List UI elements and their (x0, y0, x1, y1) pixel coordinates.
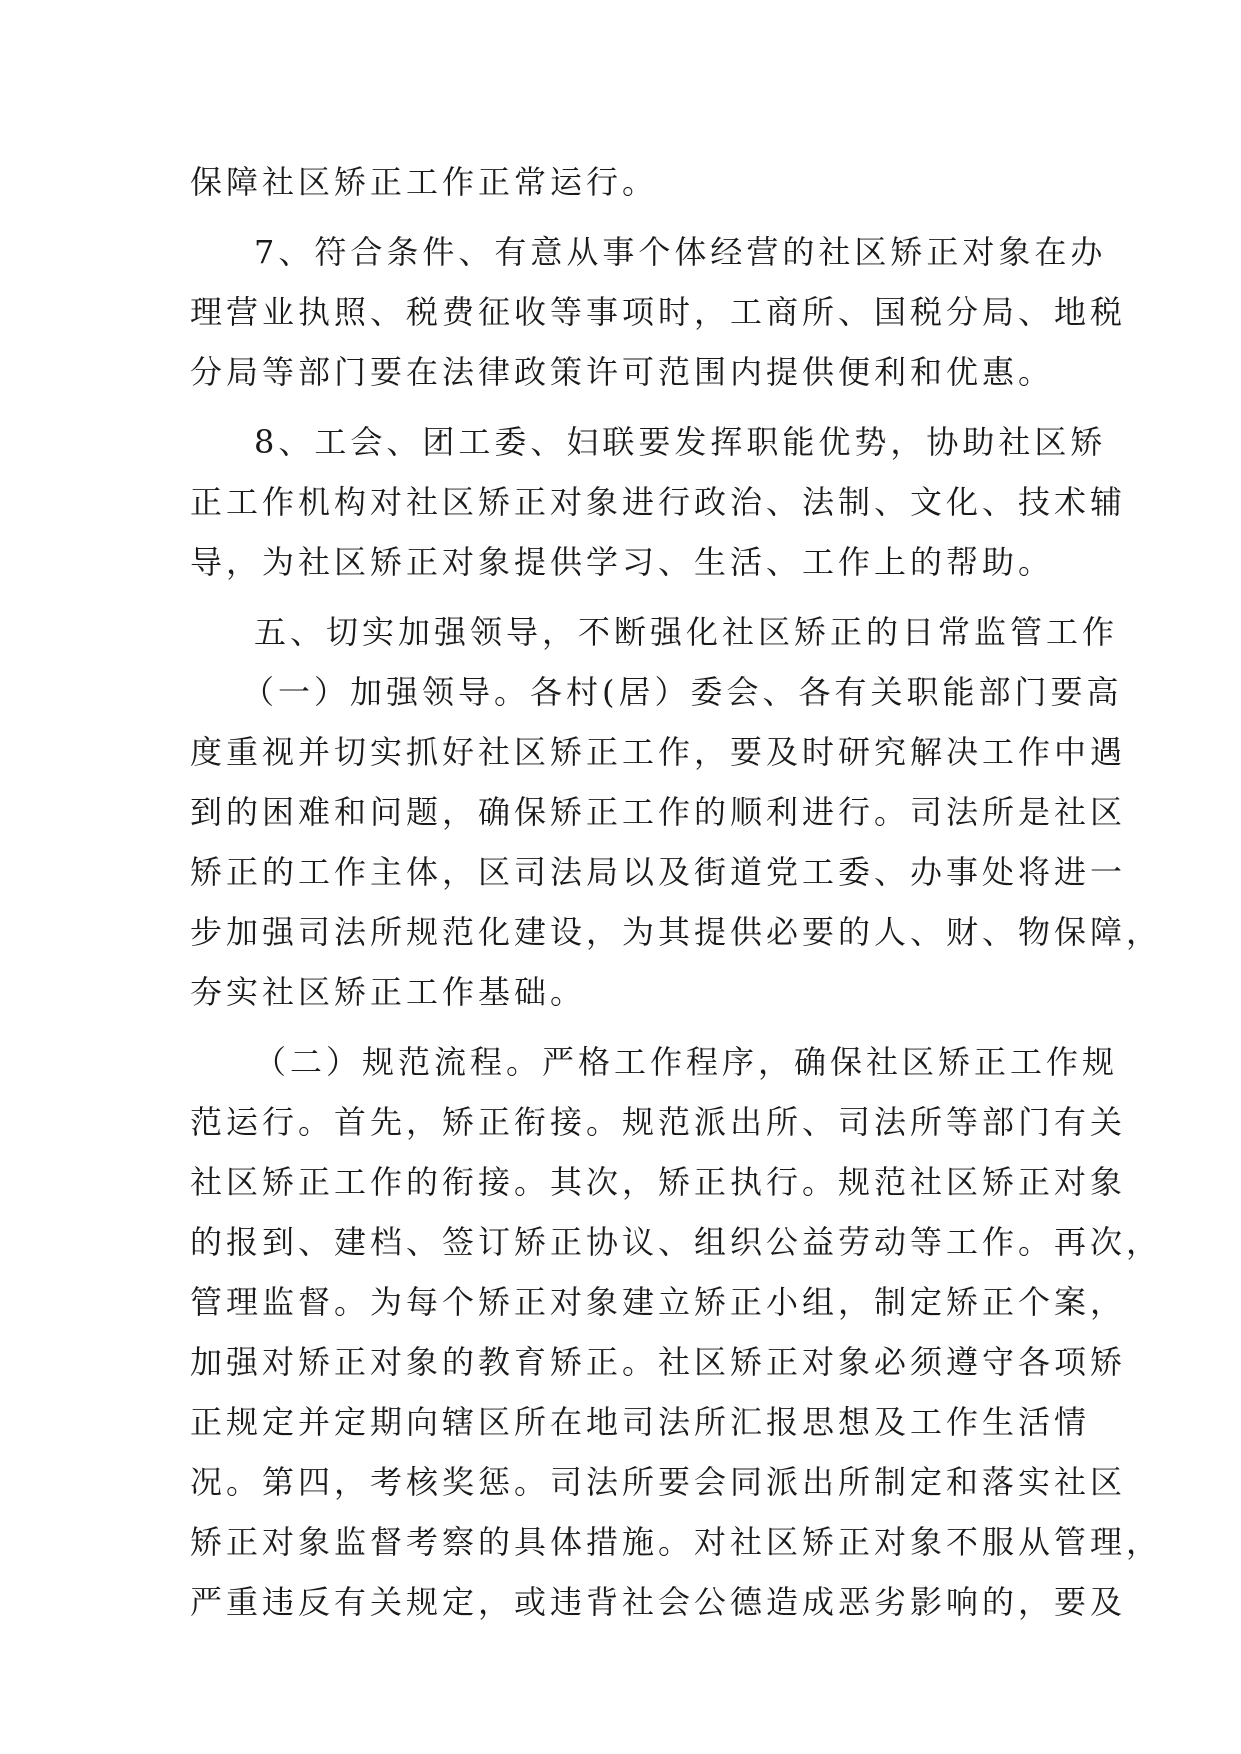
text-line: 矫正对象监督考察的具体措施。对社区矫正对象不服从管理， (190, 1523, 1163, 1561)
text-line: 8、工会、团工委、妇联要发挥职能优势，协助社区矫 (254, 423, 1107, 461)
text-line: 到的困难和问题，确保矫正工作的顺利进行。司法所是社区 (190, 793, 1127, 831)
text-line: 的报到、建档、签订矫正协议、组织公益劳动等工作。再次， (190, 1223, 1163, 1261)
text-line: （一）加强领导。各村(居）委会、各有关职能部门要高 (242, 673, 1123, 711)
text-line: 管理监督。为每个矫正对象建立矫正小组，制定矫正个案， (190, 1283, 1127, 1321)
text-line: 严重违反有关规定，或违背社会公德造成恶劣影响的，要及 (190, 1583, 1127, 1621)
text-line: 分局等部门要在法律政策许可范围内提供便利和优惠。 (190, 353, 1055, 391)
text-line: 加强对矫正对象的教育矫正。社区矫正对象必须遵守各项矫 (190, 1343, 1127, 1381)
text-line: 正规定并定期向辖区所在地司法所汇报思想及工作生活情 (190, 1403, 1091, 1441)
text-line: 况。第四，考核奖惩。司法所要会同派出所制定和落实社区 (190, 1463, 1127, 1501)
text-line: 夯实社区矫正工作基础。 (190, 973, 587, 1011)
text-line: 正工作机构对社区矫正对象进行政治、法制、文化、技术辅 (190, 483, 1127, 521)
text-line: 度重视并切实抓好社区矫正工作，要及时研究解决工作中遇 (190, 733, 1127, 771)
section-heading: 五、切实加强领导，不断强化社区矫正的日常监管工作 (254, 613, 1119, 651)
text-line: 理营业执照、税费征收等事项时，工商所、国税分局、地税 (190, 293, 1127, 331)
text-line: 导，为社区矫正对象提供学习、生活、工作上的帮助。 (190, 543, 1055, 581)
text-line: 范运行。首先，矫正衔接。规范派出所、司法所等部门有关 (190, 1103, 1127, 1141)
text-line: 7、符合条件、有意从事个体经营的社区矫正对象在办 (254, 233, 1107, 271)
text-line: 矫正的工作主体，区司法局以及街道党工委、办事处将进一 (190, 853, 1127, 891)
text-line: 步加强司法所规范化建设，为其提供必要的人、财、物保障， (190, 913, 1163, 951)
text-line: （二）规范流程。严格工作程序，确保社区矫正工作规 (254, 1043, 1119, 1081)
text-line: 保障社区矫正工作正常运行。 (190, 163, 659, 201)
text-line: 社区矫正工作的衔接。其次，矫正执行。规范社区矫正对象 (190, 1163, 1127, 1201)
document-body (190, 152, 1163, 1632)
